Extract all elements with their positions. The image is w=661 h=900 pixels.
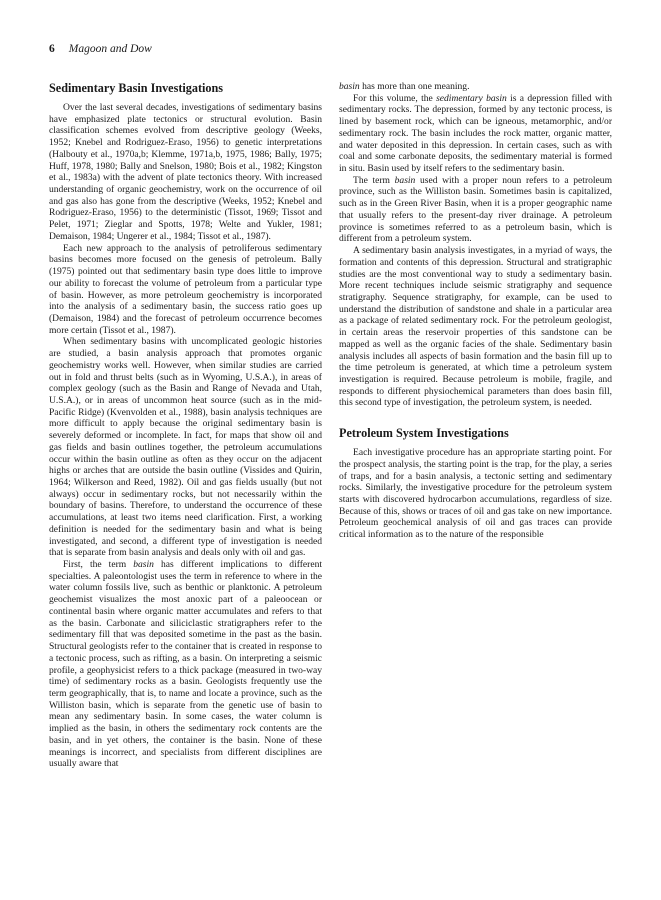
paragraph-4-continued: basin has more than one meaning. — [339, 81, 470, 92]
section-title-petroleum-system: Petroleum System Investigations — [339, 426, 509, 441]
paragraph-8: Each investigative procedure has an appropriate starting point. For the prospect analysis, the starting point is the trap, for the play, a series of traps, and for a basin analysis, a tectonic setting and sedimentary rocks. Similarly, the investigative procedure for the petroleum system starts with discovered hydrocarbon accumulations, regardless of size. Because of this, shows or traces of oil and gas take on new importance. Petroleum geochemical analysis of oil and gas traces can provide critical information as to the nature of the responsible — [339, 447, 612, 541]
paragraph-1: Over the last several decades, investigations of sedimentary basins have emphasized plate tectonics or structural evolution. Basin classification schemes evolved from descriptive geology (Weeks, 1952; Knebel and Rodriguez-Eraso, 1956) to genetic interpretations (Halbouty et al., 1970a,b; Klemme, 1971a,b, 1975, 1986; Bally, 1975; Huff, 1978, 1980; Bally and Snelson, 1980; Bois et al., 1982; Kingston et al., 1983a) with the advent of plate tectonics theory. With increased understanding of organic geochemistry, work on the occurrence of oil and gas also has gone from the descriptive (Weeks, 1952; Knebel and Rodriguez-Eraso, 1956) to the deterministic (Tissot, 1969; Tissot and Pelet, 1971; Zieglar and Spotts, 1978; Welte and Yukler, 1981; Demaison, 1984; Ungerer et al., 1984; Tissot et al., 1987). — [49, 102, 322, 242]
section-title-sedimentary-basin: Sedimentary Basin Investigations — [49, 81, 224, 95]
right-column — [339, 81, 612, 541]
page-number: 6 — [49, 43, 55, 55]
paragraph-6: The term basin used with a proper noun refers to a petroleum province, such as the Williston basin. Sometimes basin is capitalized, such as in the Green River Basin, when it is a proper geographic name that usually refers to the present-day river drainage. A petroleum province is sometimes referred to as a petroleum basin, which is different from a petroleum system. — [339, 174, 612, 245]
left-column — [49, 81, 322, 770]
paragraph-4: First, the term basin has different implications to different specialties. A paleontologist uses the term in reference to where in the water column fossils live, such as benthic or planktonic. A petroleum geochemist visualizes the most anoxic part of a paleoocean or continental basin where organic matter accumulates and refers to that as the basin. Carbonate and siliciclastic stratigraphers refer to the sedimentary fill that was deposited sometime in the past as the basin. Structural geologists refer to the container that is created in response to a tectonic process, such as rifting, as a basin. On interpreting a seismic profile, a geophysicist refers to a thick package (measured in two-way time) of sedimentary rocks as a basin. Geologists frequently use the term geographically, that is, to name and locate a province, such as the Williston basin, which is separate from the genetic use of basin to mean any sedimentary basin. In some cases, the water column is implied as the basin, in others the sedimentary rock contents are the basin, and in yet others, the container is the basin. None of these meanings is incorrect, and specialists from different disciplines are usually aware that — [49, 559, 322, 770]
paragraph-3: When sedimentary basins with uncomplicated geologic histories are studied, a basin analysis approach that promotes organic geochemistry works well. However, when similar studies are carried out in fold and thrust belts (such as in Wyoming, U.S.A.), in areas of complex geology (such as the Basin and Range of Nevada and Utah, U.S.A.), or in areas of uncommon heat source (such as in the mid-Pacific Ridge) (Kvenvolden et al., 1988), basin analysis techniques are more difficult to apply because the original sedimentary basin is severely deformed or incomplete. In fact, for maps that show oil and gas fields and basin outlines together, the petroleum accumulations occur within the basin outline as often as they occur on the adjacent highs or arches that are outside the basin outline (Vissides and Quirin, 1964; Wilkerson and Reed, 1982). Oil and gas fields usually (but not always) occur in sedimentary rocks, but not necessarily within the boundary of basins. Therefore, to understand the occurrence of these accumulations, at least two items need clarification. First, a working definition is needed for the sedimentary basin and what is being investigated, and second, a different type of investigation is needed that is separate from basin analysis and deals only with oil and gas. — [49, 336, 322, 559]
paragraph-7: A sedimentary basin analysis investigates, in a myriad of ways, the formation and contents of this depression. Structural and stratigraphic studies are the most conventional way to study a sedimentary basin. More recent techniques include seismic stratigraphy and sequence stratigraphy. Sequence stratigraphy, for example, can be used to understand the distribution of sandstone and shale in a particular area as a package of related sedimentary rock. For the petroleum geologist, in certain areas the reservoir properties of this sandstone can be mapped as well as the organic facies of the shale. Sedimentary basin analysis includes all aspects of basin formation and the basin fill up to the time petroleum is generated, at which time a petroleum system investigation is required. Because petroleum is mobile, fragile, and responds to different physiochemical parameters than does basin fill, this second type of investigation, the petroleum system, is needed. — [339, 245, 612, 409]
running-head-authors: Magoon and Dow — [68, 43, 152, 55]
paragraph-5: For this volume, the sedimentary basin is a depression filled with sedimentary rocks. The depression, formed by any tectonic process, is lined by basement rock, which can be igneous, metamorphic, and/or sedimentary rock. The basin includes the rock matter, organic matter, and water deposited in this depression. In certain cases, such as with coal and some carbonate deposits, the sedimentary material is formed in situ. Basin used by itself refers to the sedimentary basin. — [339, 92, 612, 175]
term-basin: basin — [133, 559, 154, 571]
term-basin-2: basin — [339, 81, 360, 92]
term-basin-3: basin — [394, 174, 416, 186]
running-head — [49, 43, 152, 55]
paragraph-2: Each new approach to the analysis of petroliferous sedimentary basins becomes more focused on the genesis of petroleum. Bally (1975) pointed out that sedimentary basin type does little to improve our ability to forecast the volume of petroleum from a particular type of basin. However, as more petroleum geochemistry is incorporated into the analysis of a sedimentary basin, the success ratio goes up (Demaison, 1984) and the forecast of petroleum occurrence becomes more certain (Tissot et al., 1987). — [49, 242, 322, 336]
term-sedimentary-basin: sedimentary basin — [436, 92, 507, 104]
